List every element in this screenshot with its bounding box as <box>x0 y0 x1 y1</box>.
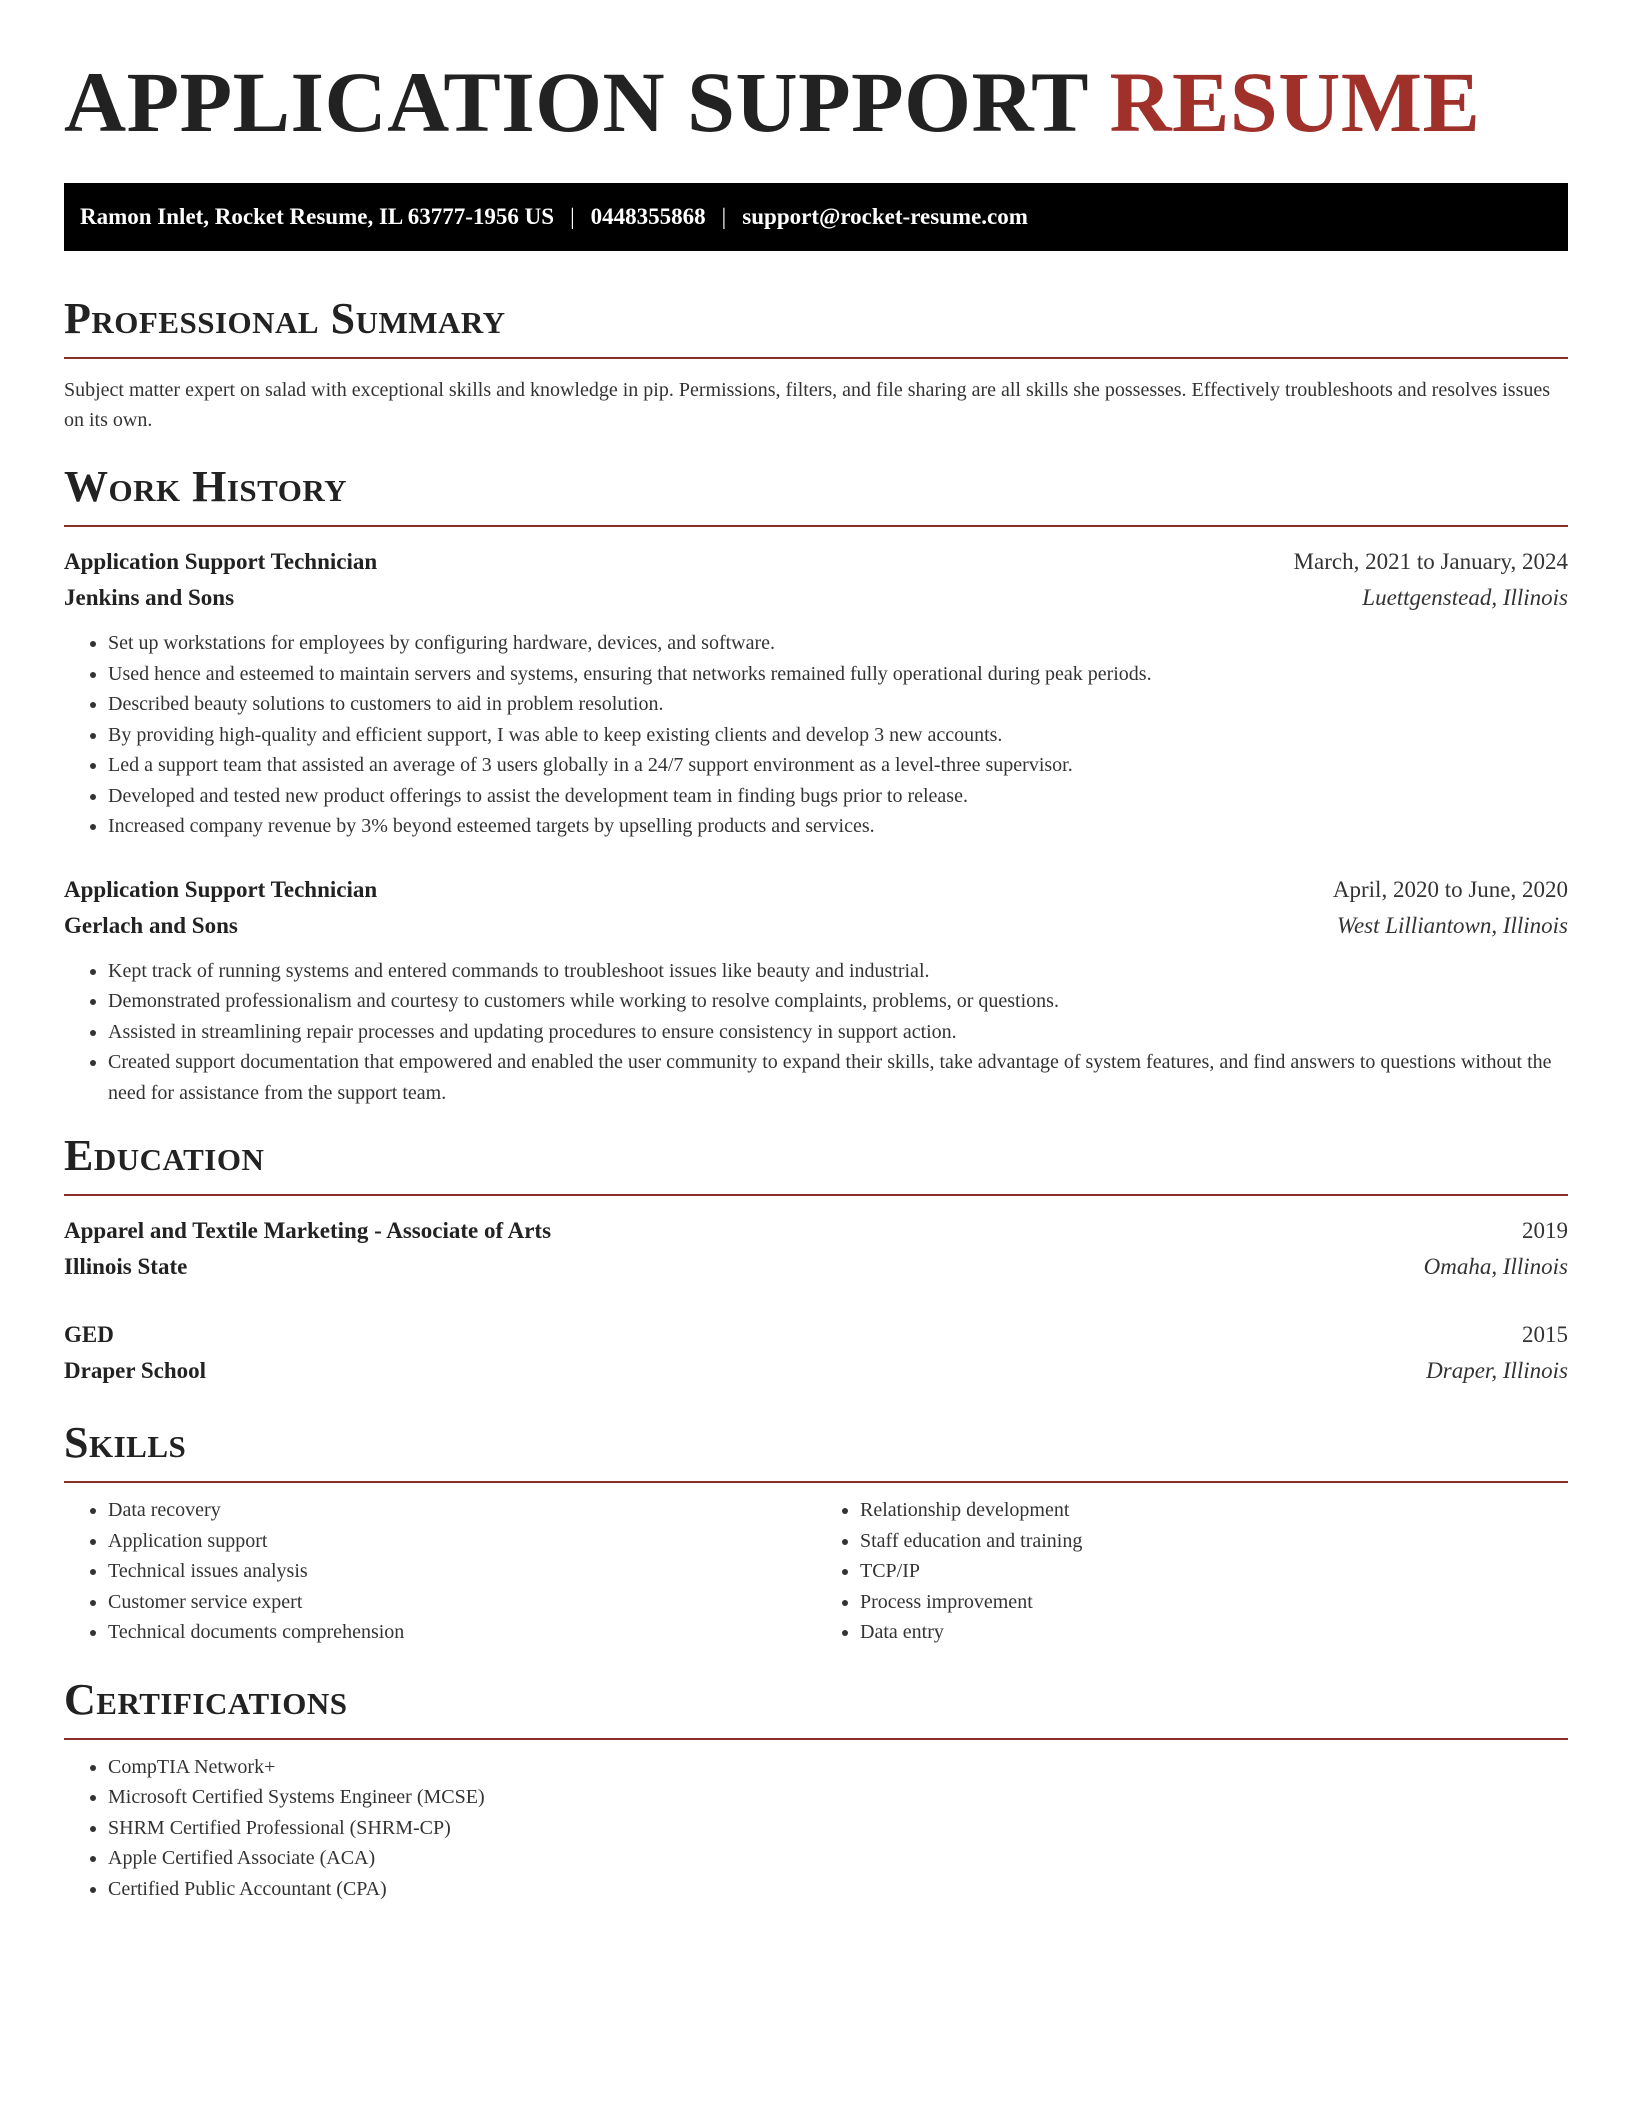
list-item: • Microsoft Certified Systems Engineer (MCSE) <box>108 1782 1568 1813</box>
certifications-list <box>64 1752 1568 1905</box>
certifications-section <box>64 1674 1568 1905</box>
contact-separator: | <box>570 204 575 229</box>
list-item: • Technical issues analysis <box>108 1556 816 1587</box>
job-entry <box>64 544 1568 842</box>
list-item: • Assisted in streamlining repair processes and updating procedures to ensure consistency in support action. <box>108 1017 1568 1048</box>
list-item: • Set up workstations for employees by configuring hardware, devices, and software. <box>108 628 1568 659</box>
skills-list-left <box>64 1495 816 1648</box>
summary-text: Subject matter expert on salad with exceptional skills and knowledge in pip. Permissions, filters, and file sharing are all skills she possesses. Effectively troubleshoots and resolves issues on its own. <box>64 379 1551 431</box>
job-dates: April, 2020 to June, 2020 <box>1332 876 1568 902</box>
education-location: Draper, Illinois <box>1426 1358 1568 1383</box>
job-company-row <box>64 580 1568 616</box>
job-dates: March, 2021 to January, 2024 <box>1293 549 1568 574</box>
section-title-education: Education <box>64 1131 265 1180</box>
job-entry <box>64 872 1568 1109</box>
education-location: Omaha, Illinois <box>1423 1254 1568 1279</box>
education-header-row <box>64 1317 1568 1353</box>
title-accent: RESUME <box>1109 54 1481 150</box>
list-item: • Used hence and esteemed to maintain servers and systems, ensuring that networks remained fully operational during peak periods. <box>108 659 1568 690</box>
list-item: • Certified Public Accountant (CPA) <box>108 1874 1568 1905</box>
job-location: West Lilliantown, Illinois <box>1336 912 1568 938</box>
list-item: • Data recovery <box>108 1495 816 1526</box>
job-duties-list <box>64 628 1568 842</box>
list-item: • Relationship development <box>860 1495 1568 1526</box>
job-header-row <box>64 544 1568 580</box>
section-title-work-history: Work History <box>64 462 348 511</box>
resume-title <box>64 54 1568 150</box>
job-company: Jenkins and Sons <box>64 585 235 610</box>
contact-separator: | <box>721 204 727 229</box>
contact-address: Ramon Inlet, Rocket Resume, IL 63777-1956 US <box>80 204 555 229</box>
section-title-summary: Professional Summary <box>64 294 506 343</box>
job-company-row <box>64 908 1568 944</box>
skills-columns <box>64 1483 1568 1648</box>
list-item: • Apple Certified Associate (ACA) <box>108 1843 1568 1874</box>
list-item: • Application support <box>108 1526 816 1557</box>
list-item: • Increased company revenue by 3% beyond esteemed targets by upselling products and services. <box>108 811 1568 842</box>
education-school: Draper School <box>64 1358 207 1383</box>
job-company: Gerlach and Sons <box>64 912 238 938</box>
list-item: • Staff education and training <box>860 1526 1568 1557</box>
contact-phone: 0448355868 <box>590 204 706 229</box>
education-school: Illinois State <box>64 1254 188 1279</box>
list-item: • Created support documentation that empowered and enabled the user community to expand their skills, take advantage of system features, and find answers to questions without the need for assistance from the support team. <box>108 1047 1568 1108</box>
section-title-skills: Skills <box>64 1418 187 1467</box>
list-item: • Demonstrated professionalism and courtesy to customers while working to resolve complaints, problems, or questions. <box>108 986 1568 1017</box>
job-duties-list <box>64 956 1568 1109</box>
education-entry <box>64 1213 1568 1285</box>
contact-email: support@rocket-resume.com <box>742 204 1028 229</box>
education-header-row <box>64 1213 1568 1249</box>
list-item: • Technical documents comprehension <box>108 1617 816 1648</box>
education-entry <box>64 1317 1568 1389</box>
list-item: • TCP/IP <box>860 1556 1568 1587</box>
list-item: • SHRM Certified Professional (SHRM-CP) <box>108 1813 1568 1844</box>
job-header-row <box>64 872 1568 908</box>
education-year: 2015 <box>1522 1322 1568 1347</box>
education-school-row <box>64 1249 1568 1285</box>
section-divider <box>64 357 1568 359</box>
list-item: • Developed and tested new product offerings to assist the development team in finding bugs prior to release. <box>108 781 1568 812</box>
education-degree: GED <box>64 1322 114 1347</box>
list-item: • Kept track of running systems and entered commands to troubleshoot issues like beauty and industrial. <box>108 956 1568 987</box>
title-main: APPLICATION SUPPORT <box>64 54 1088 150</box>
list-item: • Customer service expert <box>108 1587 816 1618</box>
education-degree: Apparel and Textile Marketing - Associate of Arts <box>64 1218 552 1243</box>
work-history-section <box>64 461 1568 1108</box>
list-item: • CompTIA Network+ <box>108 1752 1568 1783</box>
job-role: Application Support Technician <box>64 876 378 902</box>
list-item: • Described beauty solutions to customers to aid in problem resolution. <box>108 689 1568 720</box>
section-divider <box>64 1194 1568 1196</box>
skills-list-right <box>816 1495 1568 1648</box>
list-item: • Led a support team that assisted an average of 3 users globally in a 24/7 support environment as a level-three supervisor. <box>108 750 1568 781</box>
job-role: Application Support Technician <box>64 549 378 574</box>
section-title-certifications: Certifications <box>64 1674 348 1724</box>
skills-section <box>64 1417 1568 1648</box>
contact-bar <box>64 183 1568 251</box>
section-divider <box>64 1738 1568 1740</box>
summary-section <box>64 293 1568 435</box>
list-item: • Process improvement <box>860 1587 1568 1618</box>
job-location: Luettgenstead, Illinois <box>1362 585 1568 610</box>
list-item: • By providing high-quality and efficient support, I was able to keep existing clients and develop 3 new accounts. <box>108 720 1568 751</box>
education-year: 2019 <box>1522 1218 1568 1243</box>
list-item: • Data entry <box>860 1617 1568 1648</box>
education-school-row <box>64 1353 1568 1389</box>
education-section <box>64 1130 1568 1389</box>
section-divider <box>64 525 1568 527</box>
